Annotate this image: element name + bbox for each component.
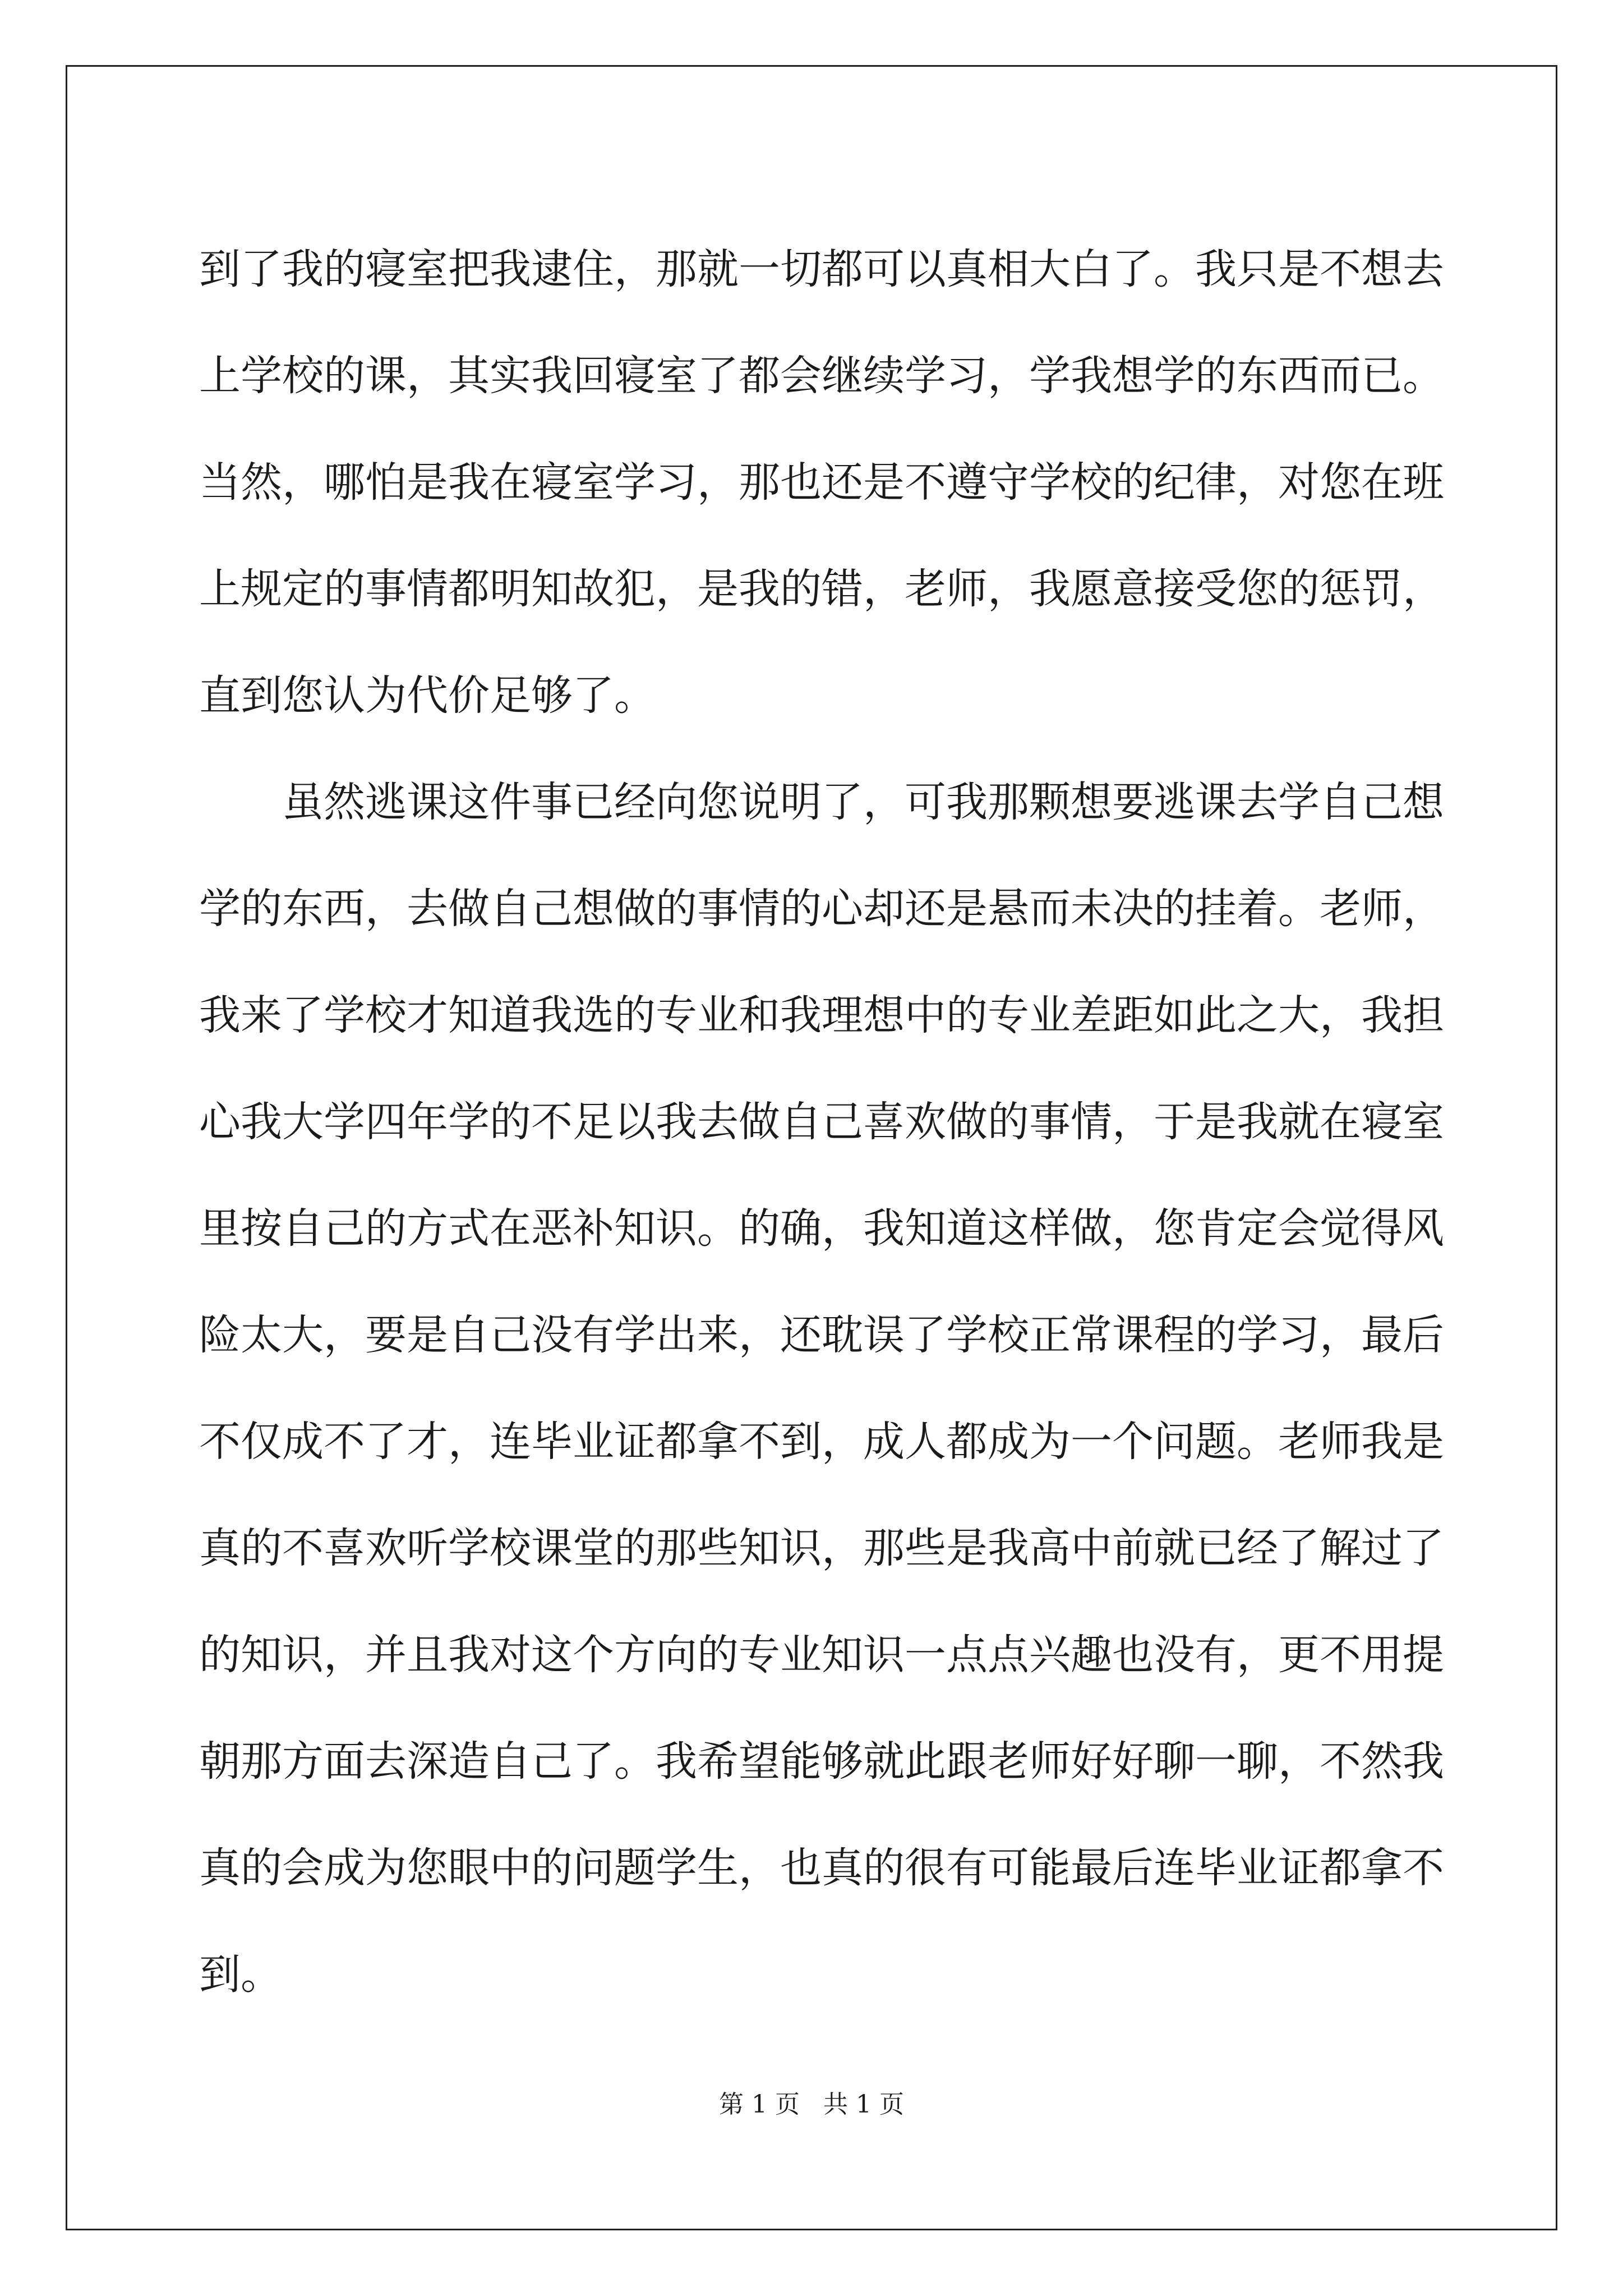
document-body bbox=[199, 216, 1444, 2028]
text-line: 当然，哪怕是我在寝室学习，那也还是不遵守学校的纪律，对您在班 bbox=[199, 458, 1444, 507]
text-line: 心我大学四年学的不足以我去做自己喜欢做的事情，于是我就在寝室 bbox=[199, 1098, 1444, 1146]
text-line: 的知识，并且我对这个方向的专业知识一点点兴趣也没有，更不用提 bbox=[199, 1631, 1444, 1679]
text-line: 到了我的寝室把我逮住，那就一切都可以真相大白了。我只是不想去 bbox=[199, 245, 1444, 293]
text-line: 上学校的课，其实我回寝室了都会继续学习，学我想学的东西而已。 bbox=[199, 352, 1444, 400]
text-line: 到。 bbox=[199, 1950, 282, 1999]
text-line: 上规定的事情都明知故犯，是我的错，老师，我愿意接受您的惩罚， bbox=[199, 565, 1444, 613]
text-line: 里按自己的方式在恶补知识。的确，我知道这样做，您肯定会觉得风 bbox=[199, 1204, 1444, 1253]
text-line: 真的不喜欢听学校课堂的那些知识，那些是我高中前就已经了解过了 bbox=[199, 1524, 1444, 1572]
text-line: 我来了学校才知道我选的专业和我理想中的专业差距如此之大，我担 bbox=[199, 991, 1444, 1039]
page-footer: 第 1 页 共 1 页 bbox=[719, 2090, 904, 2119]
text-line: 真的会成为您眼中的问题学生，也真的很有可能最后连毕业证都拿不 bbox=[199, 1844, 1444, 1892]
text-line: 朝那方面去深造自己了。我希望能够就此跟老师好好聊一聊，不然我 bbox=[199, 1737, 1444, 1786]
text-line: 不仅成不了才，连毕业证都拿不到，成人都成为一个问题。老师我是 bbox=[199, 1418, 1444, 1466]
text-line: 学的东西，去做自己想做的事情的心却还是悬而未决的挂着。老师， bbox=[199, 885, 1444, 933]
text-line: 直到您认为代价足够了。 bbox=[199, 671, 656, 720]
text-line: 险太大，要是自己没有学出来，还耽误了学校正常课程的学习，最后 bbox=[199, 1311, 1444, 1359]
text-line: 虽然逃课这件事已经向您说明了，可我那颗想要逃课去学自己想 bbox=[199, 778, 1444, 826]
